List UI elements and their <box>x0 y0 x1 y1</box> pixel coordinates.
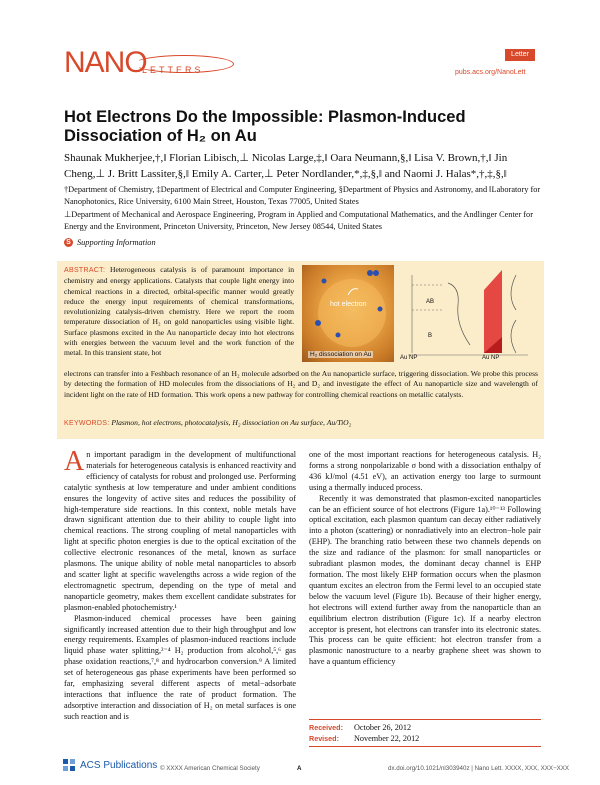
logo-letters: LETTERS <box>142 65 204 75</box>
supporting-info-icon: S <box>64 238 73 247</box>
toc-energy-diagram <box>398 265 538 365</box>
body-paragraph-1 <box>64 446 296 614</box>
toc-hot-electron-label: hot electron <box>330 301 367 308</box>
body-column-right <box>309 450 541 668</box>
toc-ab-label: AB <box>426 299 435 305</box>
abstract-text-1: Heterogeneous catalysis is of paramount importance in chemistry and energy applications. Catalysts that couple light energy into chemical reactions in a directed, orbital-specific manner would greatly reduce the energy input requirements of chemical transformations, revolutionizing catalysis-driven chemistry. Here we report the room temperature dissociation of H₂ on gold nanoparticles using visible light. Surface plasmons excited in the Au nanoparticle decay into hot electrons with energies between the vacuum level and the work function of the metal. In this transient state, hot <box>64 265 295 358</box>
received-label: Received: <box>309 723 343 732</box>
affiliation-2: ⊥Department of Mechanical and Aerospace Engineering, Program in Applied and Computational Mathematics, and the Andlinger Center for Energy and the Environment, Princeton University, Princeton, New Jersey 08544, United States <box>64 210 533 231</box>
copyright-notice: © XXXX American Chemical Society <box>160 765 260 772</box>
body-text-1: n important paradigm in the development of multifunctional materials for heterogeneous catalysis is enhanced reactivity and efficiency of catalysts for robust and prolonged use. Performing catalytic synthesis at low temperature and under ambient conditions ensures the longevity of active sites and reduces the possibility of high-temperature side reactions. In this context, noble metals have drawn significant attention due to their ability to couple light into chemical reactions. The strong coupling of metal nanoparticles with light at specific photon energies is due to the optical excitation of the collective electronic resonances of the metal, known as surface plasmons. The unique ability of noble metal nanoparticles to absorb and scatter light at specific wavelengths across a wide region of the electromagnetic spectrum, depending on the type of metal and nanoparticle geometry, makes them excellent candidate substrates for plasmon-enabled photochemistry.¹ <box>64 450 296 612</box>
page-number: A <box>297 765 302 772</box>
body-paragraph-2: Plasmon-induced chemical processes have been gaining significantly increased attention due to their high throughput and low energy requirements. Examples of plasmon-induced reactions include liquid phase water splitting,²⁻⁴ H₂ production from alcohol,⁵,⁶ gas phase oxidation reactions,⁷,⁸ and hydrocarbon conversion.⁹ A limited set of heterogeneous gas phase experiments have been performed so far, emphasizing several different aspects of metal−adsorbate interactions that influence the rate of product formation. The adsorptive interaction and dissociation of H₂ on metal surfaces is one such reaction and is <box>64 613 296 721</box>
toc-au-np-label-1: Au NP <box>400 355 418 361</box>
acs-publications-logo <box>62 758 157 772</box>
nanoparticle-illustration <box>302 265 394 362</box>
article-title: Hot Electrons Do the Impossible: Plasmon-Induced Dissociation of H₂ on Au <box>64 108 466 145</box>
abstract-text-2: electrons can transfer into a Feshbach resonance of an H₂ molecule adsorbed on the Au nanoparticle surface, triggering dissociation. We probe this process by detecting the formation of HD molecules from the dissociations of H₂ and D₂ and investigate the effect of Au nanoparticle size and wavelength of incident light on the rate of HD formation. This work opens a new pathway for controlling chemical reactions on metallic catalysts. <box>64 369 538 399</box>
keywords <box>64 418 538 429</box>
acs-publications-text: ACS Publications <box>80 759 158 771</box>
article-type-badge: Letter <box>505 49 535 61</box>
received-date: October 26, 2012 <box>354 723 412 732</box>
energy-diagram-svg <box>398 265 538 365</box>
toc-caption: H₂ dissociation on Au <box>310 351 372 358</box>
article-dates <box>309 722 419 744</box>
supporting-info-link[interactable] <box>64 238 156 247</box>
dates-rule-bottom <box>309 746 541 747</box>
abstract-label: ABSTRACT: <box>64 267 106 274</box>
toc-au-np-label-2: Au NP <box>482 355 500 361</box>
doi-link[interactable]: dx.doi.org/10.1021/nl303940z | Nano Lett. XXXX, XXX, XXX−XXX <box>388 765 569 772</box>
revised-date: November 22, 2012 <box>354 734 420 743</box>
journal-url-link[interactable]: pubs.acs.org/NanoLett <box>455 69 526 76</box>
supporting-info-label: Supporting Information <box>77 238 156 247</box>
keywords-text: Plasmon, hot electrons, photocatalysis, H₂ dissociation on Au surface, Au/TiO₂ <box>111 418 352 427</box>
keywords-label: KEYWORDS: <box>64 420 110 427</box>
drop-cap: A <box>64 446 85 477</box>
affiliation-1: †Department of Chemistry, ‡Department of Electrical and Computer Engineering, §Department of Physics and Astronomy, and ‖Laboratory for Nanophotonics, Rice University, 6100 Main Street, Houston, Texas 77005, United States <box>64 185 541 206</box>
toc-graphic-nanoparticle <box>302 265 394 362</box>
dates-rule-top <box>309 719 541 720</box>
journal-logo <box>64 46 234 82</box>
abstract-part-1 <box>64 265 294 359</box>
body-paragraph-4: Recently it was demonstrated that plasmon-excited nanoparticles can be an efficient source of hot electrons (Figure 1a).¹⁰⁻¹³ Following optical excitation, each plasmon quantum can decay either radiatively into a photon (scattering) or nonradiatively into an electron−hole pair (EHP). The branching ratio between these two channels depends on the size and radiance of the plasmon: for small nanoparticles or subradiant plasmon modes, the dominant decay channel is EHP formation. The most likely EHP formation occurs when the plasmon quantum excites an electron from the Fermi level to an occupied state below the vacuum level (Figure 1b). Because of their higher energy, hot electrons will extend further away from the nanoparticle than an equilibrium electron distribution (Figure 1c). If a nearby electron acceptor is present, hot electrons can transfer into its electronic states. This process can be quite efficient: hot electron transfer from a plasmonic nanostructure to a nearby graphene sheet was shown to have a quantum efficiency <box>309 493 541 667</box>
author-list: Shaunak Mukherjee,†,‖ Florian Libisch,⊥ Nicolas Large,‡,‖ Oara Neumann,§,‖ Lisa V. Brown,†,‖ Jin Cheng,⊥ J. Britt Lassiter,§,‖ Emily A. Carter,⊥ Peter Nordlander,*,‡,§,‖ and Naomi J. Halas*,†,‡,§,‖ <box>64 152 508 180</box>
body-paragraph-3: one of the most important reactions for heterogeneous catalysis. H₂ forms a strong nonpolarizable σ bond with a dissociation enthalpy of 436 kJ/mol (4.51 eV), an activation energy too large to surmount using a thermally induced process. <box>309 450 541 492</box>
body-column-left <box>64 446 296 723</box>
logo-nano: NANO <box>64 46 147 79</box>
revised-label: Revised: <box>309 734 339 743</box>
toc-b-label: B <box>428 333 433 339</box>
acs-icon <box>62 758 76 772</box>
